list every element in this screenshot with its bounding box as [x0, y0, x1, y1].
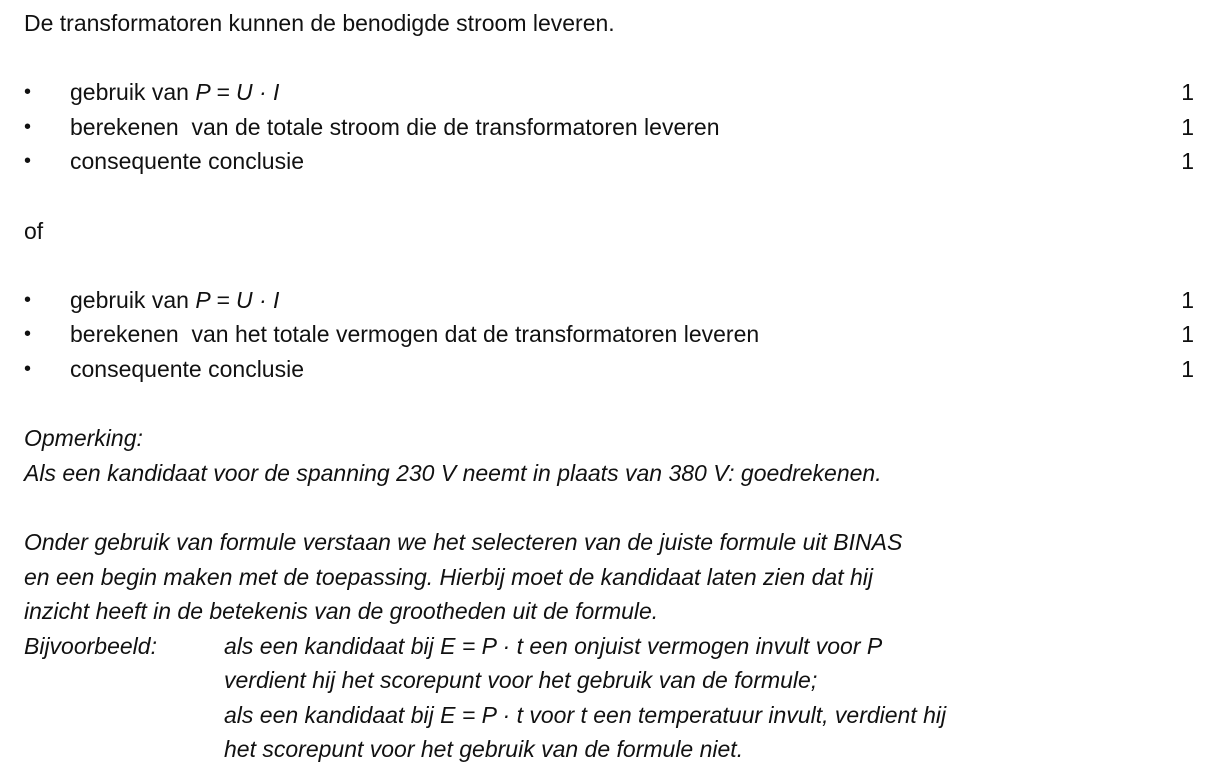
- criterion-text: gebruik van P = U · I: [70, 79, 280, 106]
- criterion-item: [24, 144, 1194, 179]
- example-row: [24, 732, 1194, 767]
- bullet-icon: •: [24, 357, 32, 380]
- criterion-item: [24, 283, 1194, 318]
- criterion-text: consequente conclusie: [70, 148, 304, 175]
- example-line: het scorepunt voor het gebruik van de formule niet.: [224, 736, 744, 763]
- spacer: [24, 248, 1194, 283]
- criterion-item: [24, 75, 1194, 110]
- example-label: Bijvoorbeeld:: [24, 632, 157, 659]
- criteria-list-2: [24, 283, 1194, 387]
- bullet-icon: •: [24, 115, 32, 138]
- alternative-separator: of: [24, 217, 44, 244]
- criteria-list-1: [24, 75, 1194, 179]
- scoring-document: [24, 6, 1194, 767]
- example-row: [24, 629, 1194, 664]
- criterion-points: 1: [1181, 355, 1194, 382]
- formula: P = U · I: [195, 79, 280, 106]
- criterion-text: gebruik van P = U · I: [70, 286, 280, 313]
- remark-text: Als een kandidaat voor de spanning 230 V neemt in plaats van 380 V: goedrekenen.: [24, 459, 882, 486]
- criterion-item: [24, 317, 1194, 352]
- example-line: als een kandidaat bij E = P · t een onjuist vermogen invult voor P: [224, 632, 883, 659]
- example-line: als een kandidaat bij E = P · t voor t een temperatuur invult, verdient hij: [224, 701, 947, 728]
- criterion-points: 1: [1181, 321, 1194, 348]
- formula-use-line: Onder gebruik van formule verstaan we het selecteren van de juiste formule uit BINAS: [24, 528, 903, 555]
- criterion-points: 1: [1181, 79, 1194, 106]
- spacer: [24, 179, 1194, 214]
- criterion-points: 1: [1181, 286, 1194, 313]
- criterion-text: berekenen van de totale stroom die de transformatoren leveren: [70, 113, 720, 140]
- intro-statement: De transformatoren kunnen de benodigde stroom leveren.: [24, 10, 615, 36]
- remark-heading: Opmerking:: [24, 425, 143, 452]
- criterion-points: 1: [1181, 148, 1194, 175]
- formula-use-line: inzicht heeft in de betekenis van de grootheden uit de formule.: [24, 598, 659, 625]
- bullet-icon: •: [24, 323, 32, 346]
- example-row: [24, 698, 1194, 733]
- example-row: [24, 663, 1194, 698]
- criterion-text: consequente conclusie: [70, 355, 304, 382]
- bullet-icon: •: [24, 150, 32, 173]
- formula-use-line: en een begin maken met de toepassing. Hierbij moet de kandidaat laten zien dat hij: [24, 563, 873, 590]
- example-line: verdient hij het scorepunt voor het gebruik van de formule;: [224, 667, 818, 694]
- criterion-item: [24, 110, 1194, 145]
- example-label-spacer: [24, 732, 224, 767]
- bullet-icon: •: [24, 81, 32, 104]
- spacer: [24, 387, 1194, 422]
- spacer: [24, 41, 1194, 76]
- example-label-spacer: [24, 663, 224, 698]
- criterion-text: berekenen van het totale vermogen dat de transformatoren leveren: [70, 321, 760, 348]
- formula: P = U · I: [195, 286, 280, 313]
- example-label-spacer: [24, 698, 224, 733]
- bullet-icon: •: [24, 288, 32, 311]
- spacer: [24, 490, 1194, 525]
- criterion-points: 1: [1181, 113, 1194, 140]
- criterion-item: [24, 352, 1194, 387]
